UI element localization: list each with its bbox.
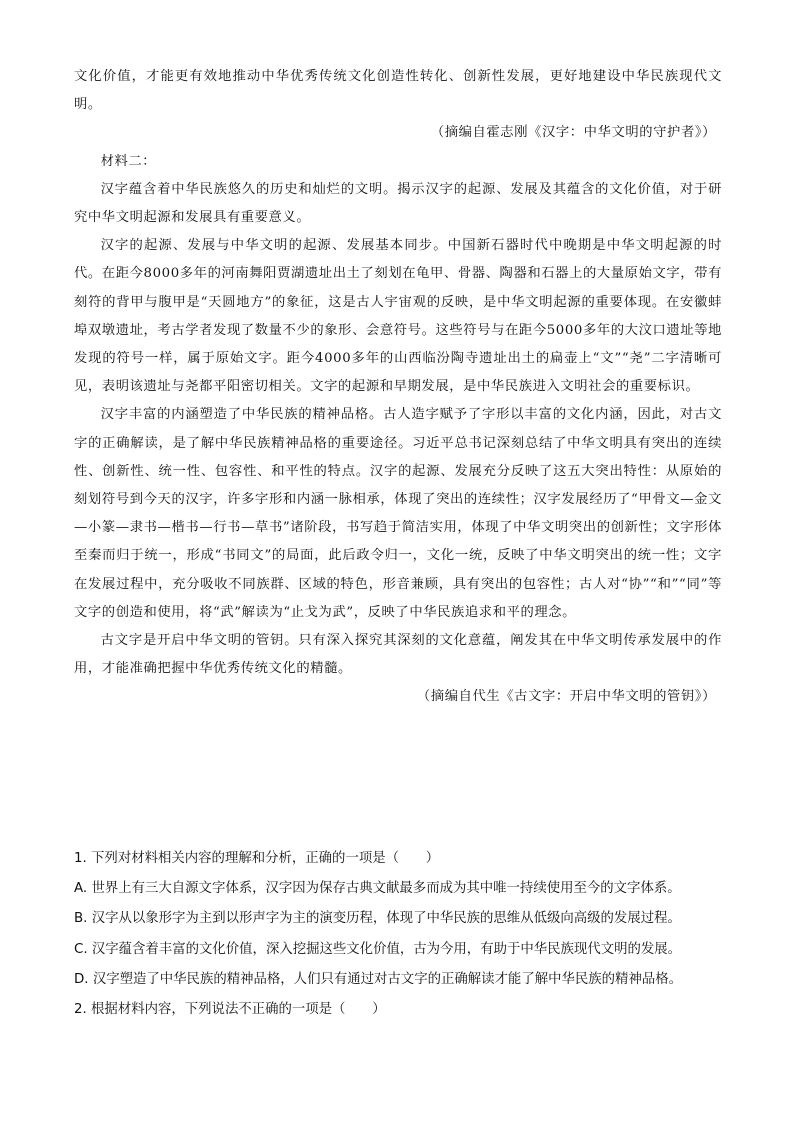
- material-2-label: 材料二：: [100, 153, 157, 169]
- question-1-option-c: C. 汉字蕴含着丰富的文化价值，深入挖掘这些文化价值，古为今用，有助于中华民族现代文明的发展。: [74, 941, 682, 957]
- question-1-option-b: B. 汉字从以象形字为主到以形声字为主的演变历程，体现了中华民族的思维从低级向高级的发展过程。: [74, 911, 681, 927]
- source-citation-2: （摘编自代生《古文字：开启中华文明的管钥》）: [416, 689, 716, 705]
- question-section: [74, 844, 734, 1025]
- paragraph-1: 汉字蕴含着中华民族悠久的历史和灿烂的文明。揭示汉字的起源、发展及其蕴含的文化价值，对于研究中华文明起源和发展具有重要意义。: [74, 181, 722, 226]
- paragraph-continued: 文化价值，才能更有效地推动中华优秀传统文化创造性转化、创新性发展，更好地建设中华民族现代文明。: [74, 69, 722, 113]
- paragraph-2: 汉字的起源、发展与中华文明的起源、发展基本同步。中国新石器时代中晚期是中华文明起源的时代。在距今8000多年的河南舞阳贾湖遗址出土了刻划在龟甲、骨器、陶器和石器上的大量原始文字，带有刻符的背甲与腹甲是“天圆地方”的象征，这是古人宇宙观的反映，是中华文明起源的重要体现。在安徽蚌埠双墩遗址，考古学者发现了数量不少的象形、会意符号。这些符号与在距今5000多年的大汶口遗址等地发现的符号一样，属于原始文字。距今4000多年的山西临汾陶寺遗址出土的扁壶上“文”“尧”二字清晰可见，表明该遗址与尧都平阳密切相关。文字的起源和早期发展，是中华民族进入文明社会的重要标识。: [74, 238, 722, 395]
- source-citation-1: （摘编自霍志刚《汉字：中华文明的守护者》）: [430, 125, 716, 141]
- paragraph-4: 古文字是开启中华文明的管钥。只有深入探究其深刻的文化意蕴，阐发其在中华文明传承发展中的作用，才能准确把握中华优秀传统文化的精髓。: [74, 633, 722, 677]
- question-1-option-a: A. 世界上有三大自源文字体系，汉字因为保存古典文献最多而成为其中唯一持续使用至今的文字体系。: [74, 881, 681, 897]
- question-1-stem: 1. 下列对材料相关内容的理解和分析，正确的一项是（ ）: [74, 851, 440, 866]
- reading-passage: [74, 63, 722, 712]
- paragraph-3: 汉字丰富的内涵塑造了中华民族的精神品格。古人造字赋予了字形以丰富的文化内涵，因此，对古文字的正确解读，是了解中华民族精神品格的重要途径。习近平总书记深刻总结了中华文明具有突出的连续性、创新性、统一性、包容性、和平性的特点。汉字的起源、发展充分反映了这五大突出特性：从原始的刻划符号到今天的汉字，许多字形和内涵一脉相承，体现了突出的连续性；汉字发展经历了“甲骨文—金文—小篆—隶书—楷书—行书—草书”诸阶段，书写趋于简洁实用，体现了中华文明突出的创新性；文字形体至秦而归于统一，形成“书同文”的局面，此后政令归一，文化一统，反映了中华文明突出的统一性；文字在发展过程中，充分吸收不同族群、区域的特色，形音兼顾，具有突出的包容性；古人对“协”“和”“同”等文字的创造和使用，将“武”解读为“止戈为武”，反映了中华民族追求和平的理念。: [74, 407, 722, 620]
- question-1-option-d: D. 汉字塑造了中华民族的精神品格，人们只有通过对古文字的正确解读才能了解中华民族的精神品格。: [74, 971, 683, 987]
- question-2-stem: 2. 根据材料内容，下列说法不正确的一项是（ ）: [74, 1002, 386, 1018]
